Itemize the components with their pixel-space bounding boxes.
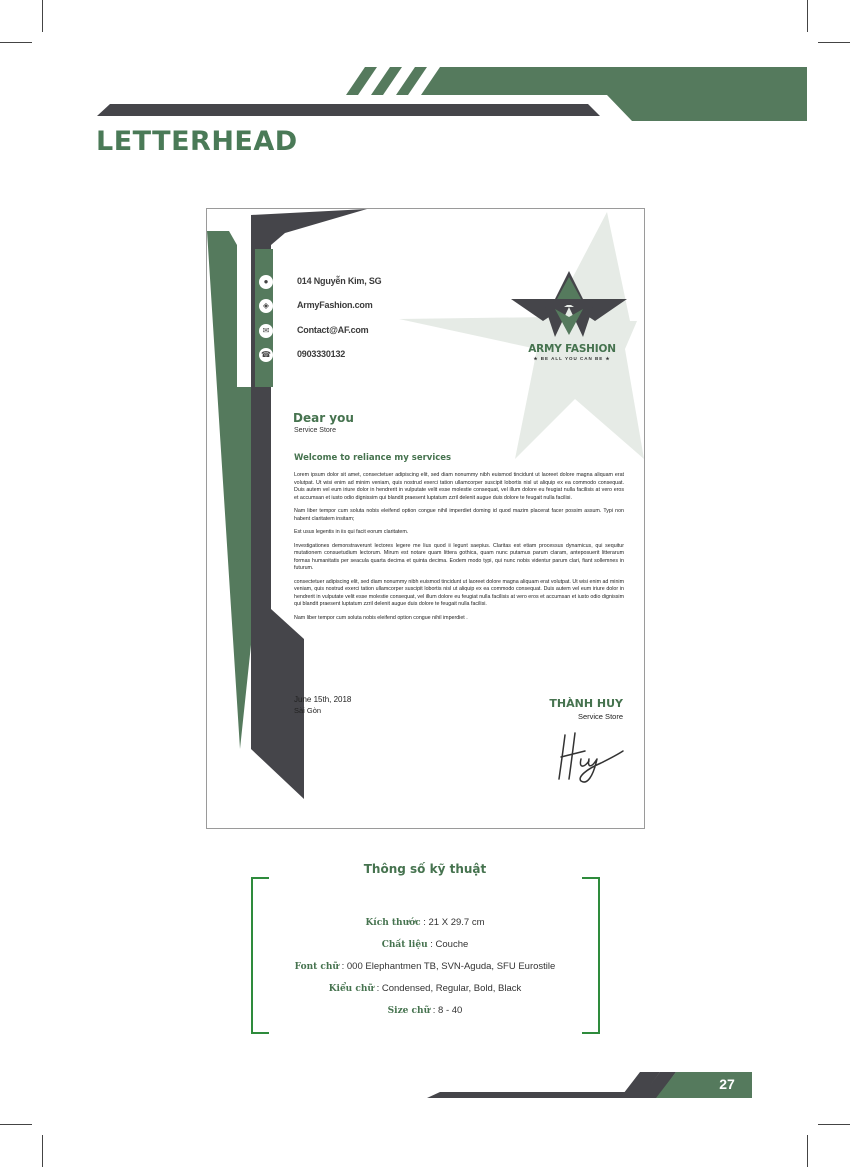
signer-block — [527, 697, 623, 721]
crop-mark — [42, 1135, 43, 1167]
welcome-heading: Welcome to reliance my services — [294, 453, 452, 463]
body-paragraph: Est usus legentis in iis qui facit eorum claritatem. — [294, 529, 409, 535]
letter-body — [294, 472, 624, 628]
brand-name: ARMY FASHION — [528, 343, 616, 355]
crop-mark — [818, 1124, 850, 1125]
spec-key: Size chữ — [387, 1006, 431, 1016]
spec-row — [0, 1005, 850, 1016]
mail-icon: ✉ — [259, 324, 273, 338]
spec-value: : Couche — [427, 939, 469, 950]
spec-row — [0, 917, 850, 928]
spec-key: Kiểu chữ — [328, 984, 374, 994]
header-decoration — [0, 0, 850, 130]
spec-row — [0, 961, 850, 972]
spec-value: : Condensed, Regular, Bold, Black — [373, 983, 522, 994]
globe-icon: ◈ — [259, 299, 273, 313]
contact-address — [259, 275, 399, 295]
spec-key: Font chữ — [294, 962, 339, 972]
brand-slogan: ★ BE ALL YOU CAN BE ★ — [533, 356, 611, 361]
page-title: LETTERHEAD — [96, 126, 298, 157]
letter-date: June 15th, 2018 — [294, 695, 352, 704]
spec-value: : 21 X 29.7 cm — [420, 917, 485, 928]
brand-block — [507, 343, 637, 362]
crop-mark — [0, 1124, 32, 1125]
spec-value: : 8 - 40 — [430, 1005, 463, 1016]
contact-phone-text: 0903330132 — [297, 349, 346, 359]
body-paragraph: Lorem ipsum dolor sit amet, consectetuer adipiscing elit, sed diam nonummy nibh euismod tincidunt ut laoreet dolore magna aliquam erat volutpat. Ut wisi enim ad minim veniam, quis nostrud exerci tation ullamcorper suscipit lobortis nisl ut aliquip ex ea commodo consequat. Duis autem vel eum iriure dolor in hendrerit in vulputate velit esse molestie consequat, vel illum dolore eu feugiat nulla facilisis at vero eros et accumsan et iusto odio dignissim qui blandit praesent luptatum zzril delenit augue duis dolore te feugait nulla facilisi. — [294, 472, 624, 501]
spec-row — [0, 983, 850, 994]
spec-key: Kích thước — [365, 918, 421, 928]
contact-email-text: Contact@AF.com — [297, 325, 369, 335]
spec-value: : 000 Elephantmen TB, SVN-Aguda, SFU Eurostile — [338, 961, 556, 972]
greeting: Dear you — [293, 411, 354, 425]
body-paragraph: consectetuer adipiscing elit, sed diam nonummy nibh euismod tincidunt ut laoreet dolore magna aliquam erat volutpat. Ut wisi enim ad minim veniam, quis nostrud exerci tation ullamcorper suscipit lobortis nisl ut aliquip ex ea commodo consequat. Duis autem vel eum iriure dolor in hendrerit in vulputate velit esse molestie consequat, vel illum dolore eu feugiat nulla facilisis at vero eros et accumsan et iusto odio dignissim qui blandit praesent luptatum zzril delenit augue duis dolore te feugait nulla facilisi. — [294, 578, 624, 607]
body-paragraph: Nam liber tempor cum soluta nobis eleifend option congue nihil imperdiet doming id quod mazim placerat facer possim assum. Typi non habent claritatem insitam; — [294, 508, 624, 522]
spec-title: Thông số kỹ thuật — [363, 862, 487, 876]
spec-key: Chất liệu — [381, 940, 428, 950]
contact-address-text: 014 Nguyễn Kim, SG — [297, 276, 382, 286]
army-fashion-logo — [511, 271, 627, 341]
page-number: 27 — [719, 1076, 735, 1092]
handwritten-signature — [557, 729, 627, 785]
contact-website — [259, 299, 399, 319]
phone-icon: ☎ — [259, 348, 273, 362]
contact-email — [259, 324, 399, 344]
letter-place: Sài Gòn — [294, 706, 322, 715]
signer-role: Service Store — [577, 712, 623, 721]
contact-phone — [259, 348, 399, 368]
location-pin-icon: ● — [259, 275, 273, 289]
body-paragraph: Nam liber tempor cum soluta nobis eleifend option congue nihil imperdiet . — [294, 614, 468, 621]
body-paragraph: Investigationes demonstraverunt lectores legere me lius quod ii legunt saepius. Claritas est etiam processus dynamicus, qui sequitur mutationem consuetudium lectorum. Mirum est notare quam littera gothica, quam nunc putamus parum claram, anteposuerit litterarum formas humanitatis per seacula quarta decima et quinta decima. Eodem modo typi, qui nunc nobis videntur parum clari, fiant sollemnes in futurum. — [294, 542, 624, 571]
crop-mark — [807, 1135, 808, 1167]
letterhead-sheet — [206, 208, 645, 829]
signer-name: THÀNH HUY — [549, 697, 623, 710]
greeting-subtitle: Service Store — [294, 427, 337, 434]
spec-row — [0, 939, 850, 950]
contact-website-text: ArmyFashion.com — [297, 300, 373, 310]
